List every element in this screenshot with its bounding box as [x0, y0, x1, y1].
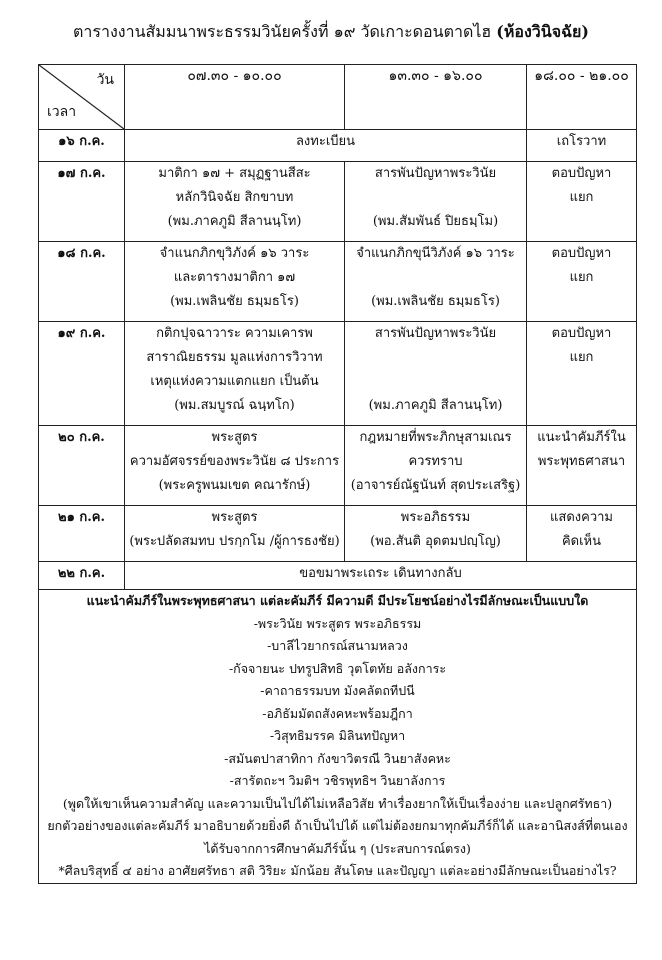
evening-line: แยก	[569, 190, 594, 205]
morning-line: จำแนกภิกขุวิภังค์ ๑๖ วาระ	[159, 246, 310, 261]
afternoon-line	[345, 346, 526, 370]
date-cell: ๒๐ ก.ค.	[39, 426, 125, 506]
morning-line: (พระปลัดสมทบ ปรกฺกโม /ผู้การธงชัย)	[129, 534, 340, 549]
schedule-row	[39, 562, 637, 590]
evening-cell	[527, 162, 637, 242]
notes-line: -พระวินัย พระสูตร พระอภิธรรม	[253, 615, 422, 631]
notes-heading: แนะนำคัมภีร์ในพระพุทธศาสนา แต่ละคัมภีร์ มีความดี มีประโยชน์อย่างไรมีลักษณะเป็นแบบใด	[86, 593, 589, 608]
evening-cell	[527, 506, 637, 562]
notes-line: (พูดให้เขาเห็นความสำคัญ และความเป็นไปได้ไม่เหลือวิสัย ทำเรื่องยากให้เป็นเรื่องง่าย และปลูกศรัทธา)	[62, 795, 613, 811]
evening-line: แนะนำคัมภีร์ใน	[537, 430, 626, 445]
notes-line: -บาลีไวยากรณ์สนามหลวง	[267, 638, 408, 653]
notes-line: -อภิธัมมัตถสังคหะพร้อมฎีกา	[262, 705, 413, 721]
morning-line: สาราณิยธรรม มูลแห่งการวิวาท	[146, 350, 323, 365]
evening-cell	[527, 130, 637, 162]
evening-cell	[527, 242, 637, 322]
morning-line: เหตุแห่งความแตกแยก เป็นต้น	[150, 374, 319, 389]
evening-line: ตอบปัญหา	[551, 246, 612, 261]
notes-row	[39, 590, 637, 884]
afternoon-line: (อาจารย์ณัฐนันท์ สุดประเสริฐ)	[350, 478, 521, 493]
afternoon-line: จำแนกภิกขุนีวิภังค์ ๑๖ วาระ	[356, 246, 515, 261]
title-main: ตารางงานสัมมนาพระธรรมวินัยครั้งที่ ๑๙ วัดเกาะดอนตาดไฮ	[73, 22, 492, 41]
date-cell: ๑๗ ก.ค.	[39, 162, 125, 242]
morning-line: ความอัศจรรย์ของพระวินัย ๘ ประการ	[129, 454, 340, 469]
evening-cell	[527, 322, 637, 426]
afternoon-cell	[345, 322, 527, 426]
notes-line: -สารัตถะฯ วิมติฯ วชิรพุทธิฯ วินยาลังการ	[229, 773, 446, 788]
morning-cell	[125, 506, 345, 562]
schedule-row	[39, 130, 637, 162]
afternoon-cell	[345, 426, 527, 506]
afternoon-line	[345, 370, 526, 394]
date-cell: ๑๘ ก.ค.	[39, 242, 125, 322]
schedule-row	[39, 242, 637, 322]
morning-line: พระสูตร	[211, 430, 258, 445]
evening-line: คิดเห็น	[561, 534, 602, 549]
morning-line: (พระครูพนมเขต คณารักษ์)	[158, 478, 311, 493]
morning-line: หลักวินิจฉัย สิกขาบท	[175, 190, 294, 205]
afternoon-line	[345, 186, 526, 210]
header-row	[39, 65, 637, 130]
afternoon-line: สารพันปัญหาพระวินัย	[374, 166, 497, 181]
date-cell: ๑๙ ก.ค.	[39, 322, 125, 426]
evening-line: พระพุทธศาสนา	[537, 454, 626, 469]
afternoon-line: (พม.เพลินชัย ธมฺมธโร)	[371, 294, 500, 309]
evening-line: แยก	[569, 270, 594, 285]
morning-line: และตารางมาติกา ๑๗	[173, 270, 296, 285]
evening-cell	[527, 426, 637, 506]
corner-cell	[39, 65, 125, 130]
combined-cell: ขอขมาพระเถระ เดินทางกลับ	[125, 562, 637, 590]
afternoon-line: (พม.ภาคภูมิ สีลานนฺโท)	[368, 398, 503, 413]
afternoon-line	[345, 266, 526, 290]
corner-day-label: วัน	[96, 72, 114, 88]
notes-line: -กัจจายนะ ปทรูปสิทธิ วุตโตทัย อลังการะ	[228, 660, 447, 676]
schedule-body	[39, 65, 637, 884]
time-slot-morning: ๐๗.๓๐ - ๑๐.๐๐	[125, 65, 345, 130]
corner-time-label: เวลา	[47, 104, 77, 120]
morning-cell	[125, 242, 345, 322]
morning-line: กติกปุจฉาวาระ ความเคารพ	[156, 326, 313, 341]
evening-line: ตอบปัญหา	[551, 326, 612, 341]
schedule-row	[39, 506, 637, 562]
afternoon-line: กฎหมายที่พระภิกษุสามเณร	[359, 430, 512, 445]
notes-cell	[39, 590, 637, 884]
notes-line: ยกตัวอย่างของแต่ละคัมภีร์ มาอธิบายด้วยยิ่งดี ถ้าเป็นไปได้ แต่ไม่ต้องยกมาทุกคัมภีร์ก็ได้ และอานิสงส์ที่ตนเอง	[47, 818, 628, 833]
morning-cell	[125, 426, 345, 506]
notes-line: -สมันตปาสาทิกา กังขาวิตรณี วินยาสังคหะ	[224, 750, 451, 766]
notes-line: *ศีลบริสุทธิ์ ๔ อย่าง อาศัยศรัทธา สติ วิริยะ มักน้อย สันโดษ และปัญญา แต่ละอย่างมีลักษณะเป็นอย่างไร?	[58, 863, 617, 878]
schedule-row	[39, 322, 637, 426]
afternoon-line: (พม.สัมพันธ์ ปิยธมฺโม)	[372, 214, 499, 229]
morning-cell	[125, 162, 345, 242]
morning-line: มาติกา ๑๗ + สมุฏฐานสีสะ	[158, 166, 311, 181]
date-cell: ๒๑ ก.ค.	[39, 506, 125, 562]
schedule-row	[39, 426, 637, 506]
time-slot-afternoon: ๑๓.๓๐ - ๑๖.๐๐	[345, 65, 527, 130]
evening-line: เถโรวาท	[556, 134, 607, 149]
title-room: (ห้องวินิจฉัย)	[496, 22, 589, 41]
notes-line: ได้รับจากการศึกษาคัมภีร์นั้น ๆ (ประสบการณ์ตรง)	[204, 840, 471, 856]
date-cell: ๒๒ ก.ค.	[39, 562, 125, 590]
time-slot-evening: ๑๘.๐๐ - ๒๑.๐๐	[527, 65, 637, 130]
afternoon-line: (พอ.สันติ อุดตมปญฺโญ)	[370, 534, 501, 549]
evening-line: แยก	[569, 350, 594, 365]
date-cell: ๑๖ ก.ค.	[39, 130, 125, 162]
afternoon-cell	[345, 162, 527, 242]
combined-cell: ลงทะเบียน	[125, 130, 527, 162]
morning-line: พระสูตร	[211, 510, 258, 525]
notes-line: -วิสุทธิมรรค มิลินทปัญหา	[269, 728, 406, 743]
schedule-row	[39, 162, 637, 242]
page-title	[0, 20, 662, 44]
evening-line: ตอบปัญหา	[551, 166, 612, 181]
morning-line: (พม.สมบูรณ์ ฉนฺทโก)	[174, 398, 295, 413]
morning-cell	[125, 322, 345, 426]
morning-line: (พม.เพลินชัย ธมฺมธโร)	[170, 294, 299, 309]
afternoon-cell	[345, 506, 527, 562]
evening-line: แสดงความ	[550, 510, 613, 525]
afternoon-line: ควรทราบ	[408, 454, 463, 469]
notes-line: -คาถาธรรมบท มังคลัตถทีปนี	[260, 683, 415, 698]
afternoon-line: สารพันปัญหาพระวินัย	[374, 326, 497, 341]
afternoon-cell	[345, 242, 527, 322]
schedule-table	[38, 64, 637, 884]
morning-line: (พม.ภาคภูมิ สีลานนฺโท)	[167, 214, 302, 229]
afternoon-line: พระอภิธรรม	[400, 510, 471, 525]
